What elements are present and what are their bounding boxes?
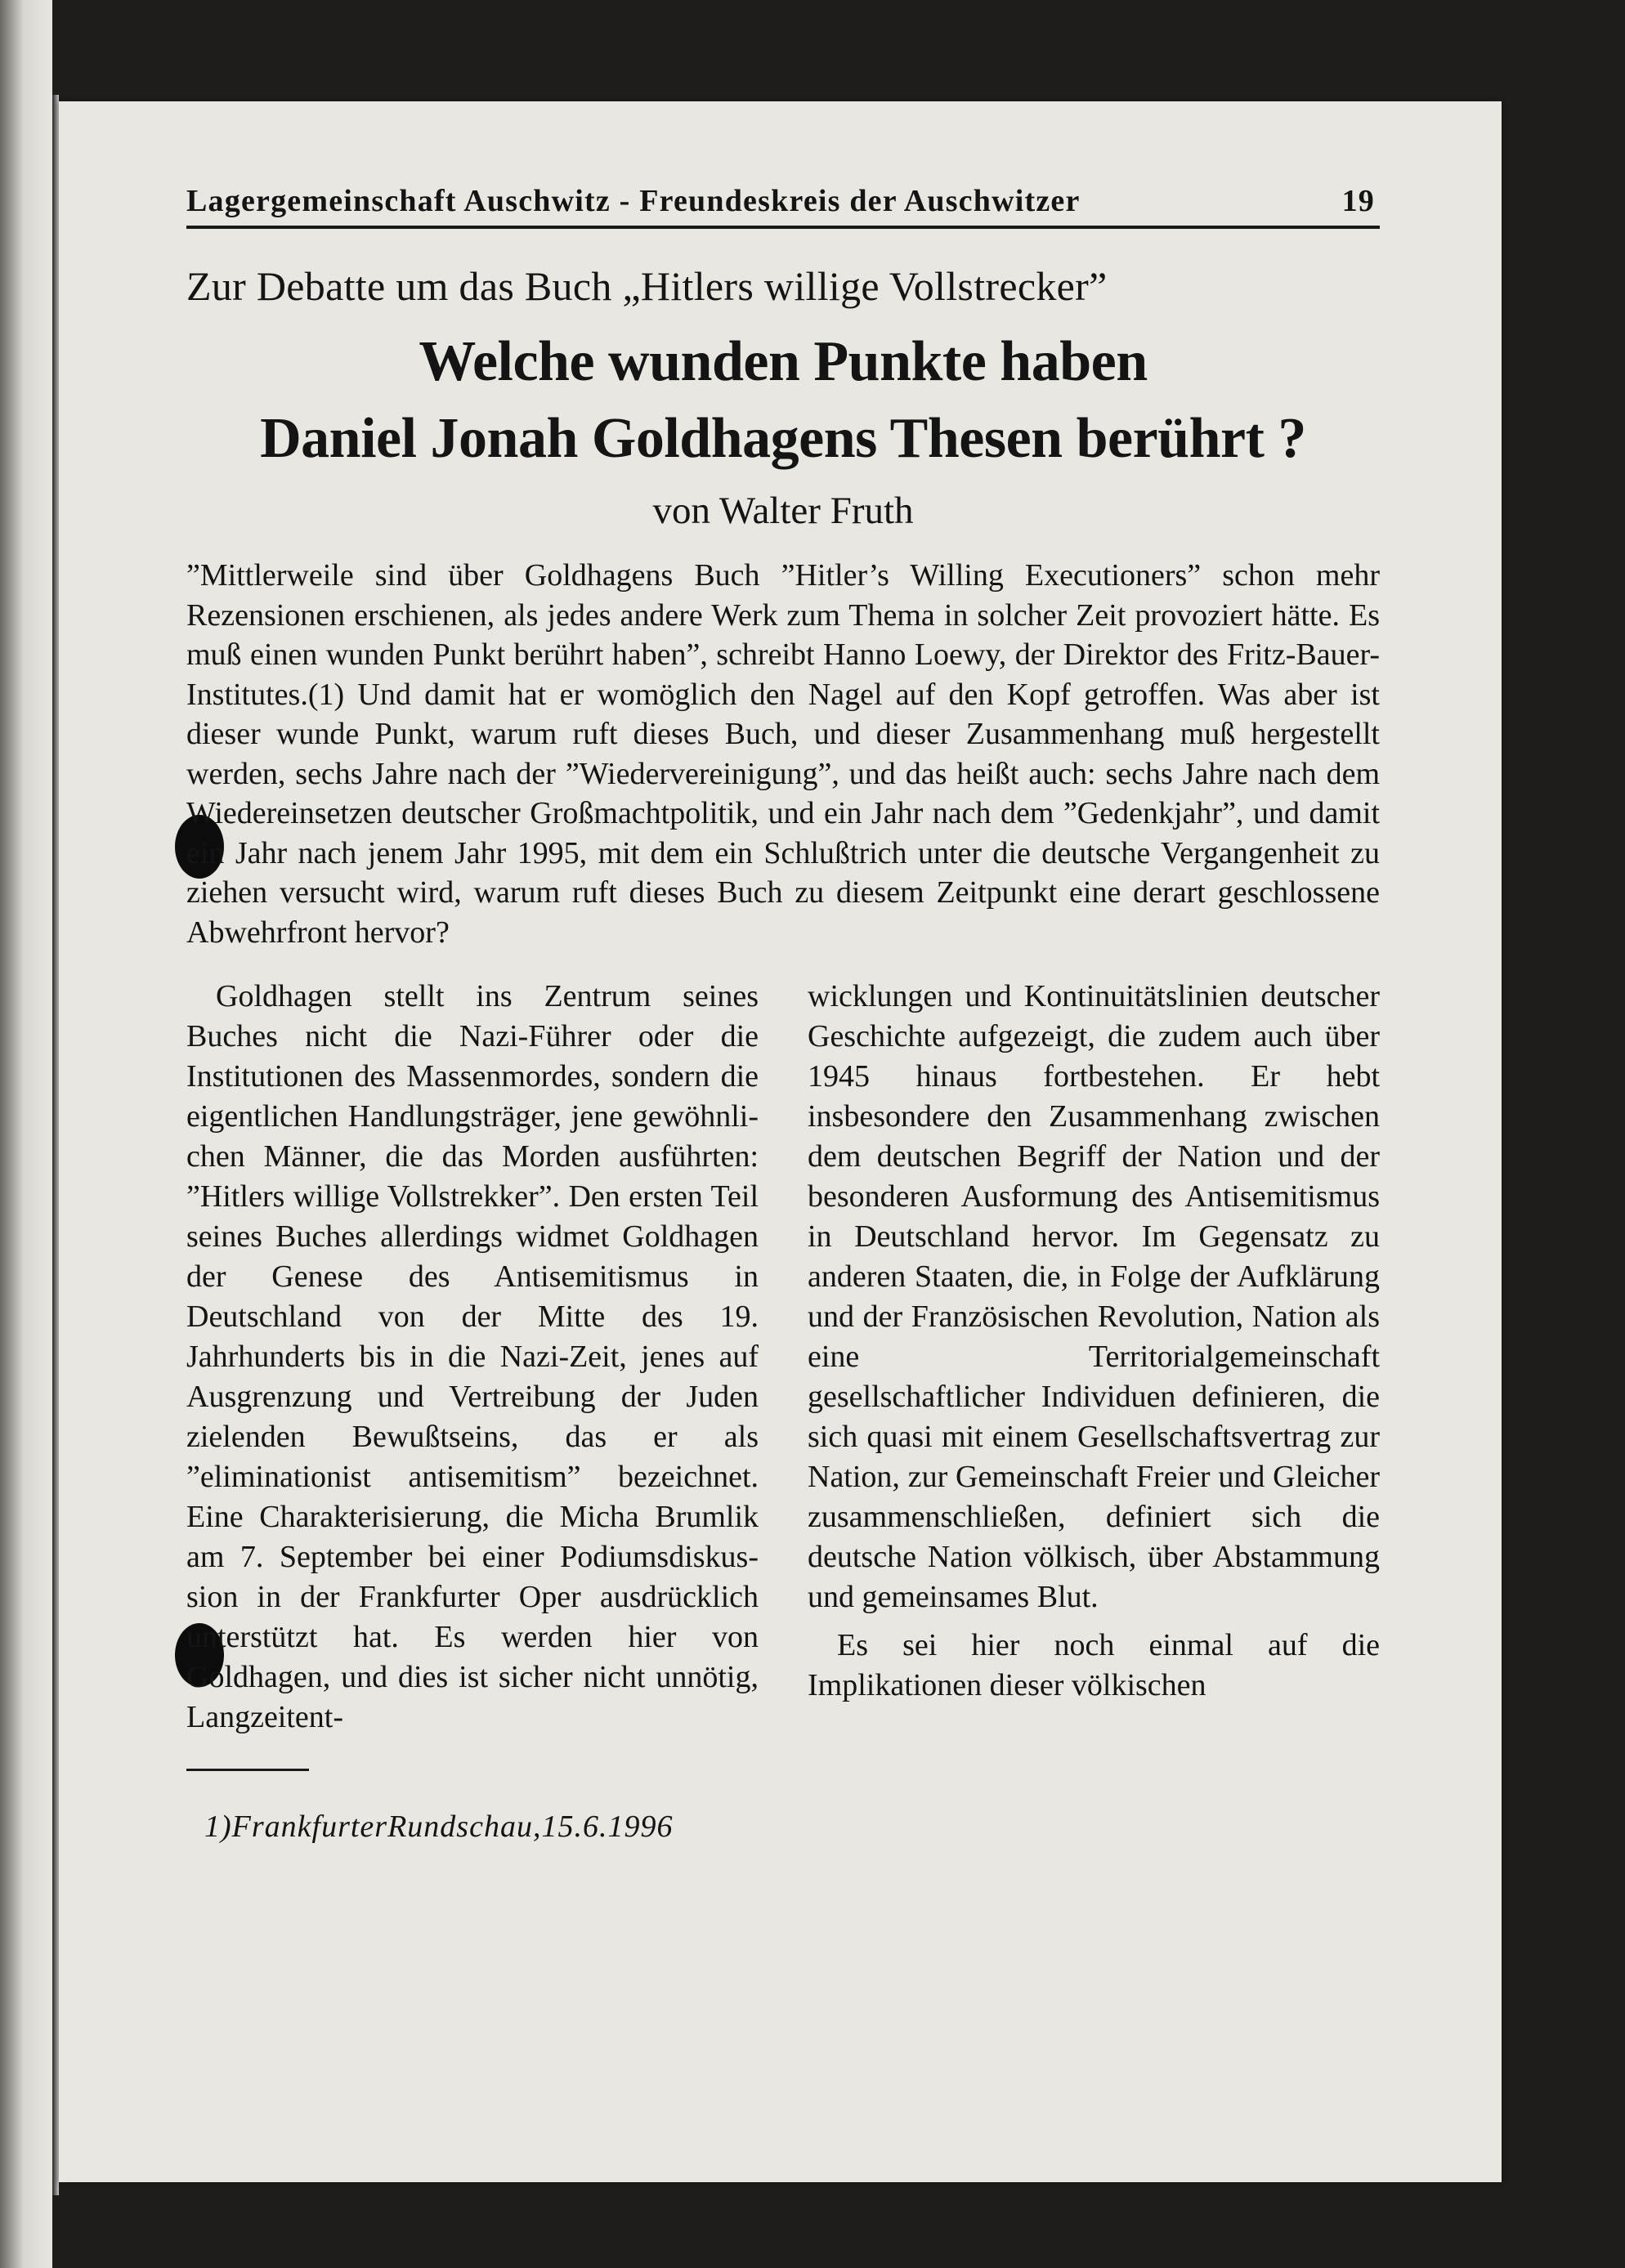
lead-paragraph: ”Mittlerweile sind über Goldhagens Buch ”Hitler’s Willing Executioners” schon mehr Rezensionen erschienen, als jedes andere Werk zum Thema in solcher Zeit provoziert hätte. Es muß einen wunden Punkt berührt haben”, schreibt Hanno Loewy, der Direktor des Fritz-Bauer-Institutes.(1) Und damit hat er womöglich den Nagel auf den Kopf getroffen. Was aber ist dieser wunde Punkt, warum ruft dieses Buch, und dieser Zusammenhang muß hergestellt werden, sechs Jahre nach der ”Wiedervereinigung”, und das heißt auch: sechs Jahre nach dem Wiedereinsetzen deutscher Großmachtpolitik, und ein Jahr nach dem ”Gedenkjahr”, und damit ein Jahr nach jenem Jahr 1995, mit dem ein Schlußtrich unter die deutsche Vergangenheit zu ziehen versucht wird, warum ruft dieses Buch zu diesem Zeitpunkt eine derart geschlossene Abwehrfront hervor? [186, 558, 1380, 950]
adjacent-page-edge [0, 0, 52, 2268]
page-fold-shadow [52, 95, 59, 2195]
footnote-divider [186, 1769, 309, 1771]
body-paragraph: Es sei hier noch einmal auf die Implikationen dieser völkischen [808, 1628, 1380, 1702]
body-paragraph: wicklungen und Kontinuitätslinien deutscher Geschichte aufgezeigt, die zudem auch über 1945 hinaus fortbestehen. Er hebt insbesondere den Zusammenhang zwischen dem deutschen Begriff der Nation und der besonderen Ausformung des Antisemitismus in Deutschland hervor. Im Gegensatz zu anderen Staaten, die, in Folge der Aufklärung und der Französischen Revolution, Nation als eine Territorialgemeinschaft gesellschaftlicher Individuen definieren, die sich quasi mit einem Gesellschaftsvertrag zur Nation, zur Gemeinschaft Freier und Gleicher zusammenschließen, definiert sich die deutsche Nation völkisch, über Abstammung und gemeinsames Blut. [808, 979, 1380, 1614]
page-content [186, 175, 1380, 1846]
headline-line-1: Welche wunden Punkte haben [419, 330, 1148, 393]
article-byline: von Walter Fruth [652, 490, 914, 532]
running-header-title: Lagergemeinschaft Auschwitz - Freundeskreis der Auschwitzer [186, 184, 1081, 218]
article-kicker: Zur Debatte um das Buch „Hitlers willige Vollstrecker” [186, 263, 1108, 309]
headline-line-2: Daniel Jonah Goldhagens Thesen berührt ? [260, 407, 1306, 470]
page-number: 19 [1341, 184, 1375, 218]
body-paragraph: Goldhagen stellt ins Zentrum seines Buches nicht die Nazi-Führer oder die Institutionen des Massenmordes, sondern die eigentlichen Handlungsträger, jene gewöhnlichen Männer, die das Morden ausführten: ”Hitlers willige Vollstrekker”. Den ersten Teil seines Buches allerdings widmet Goldhagen der Genese des Antisemitismus in Deutschland von der Mitte des 19. Jahrhunderts bis in die Nazi-Zeit, jenes auf Ausgrenzung und Vertreibung der Juden zielenden Bewußtseins, das er als ”eliminationist antisemitism” bezeichnet. Eine Charakterisierung, die Micha Brumlik am 7. September bei einer Podiumsdiskussion in der Frankfurter Oper ausdrücklich unterstützt hat. Es werden hier von Goldhagen, und dies ist sicher nicht unnötig, Langzeitent- [186, 979, 759, 1734]
body-columns [186, 977, 1380, 1738]
column-right [808, 977, 1380, 1738]
footnote: 1)FrankfurterRundschau,15.6.1996 [204, 1809, 674, 1844]
running-header [186, 175, 1380, 229]
article-headline [186, 324, 1380, 477]
column-left [186, 977, 759, 1738]
